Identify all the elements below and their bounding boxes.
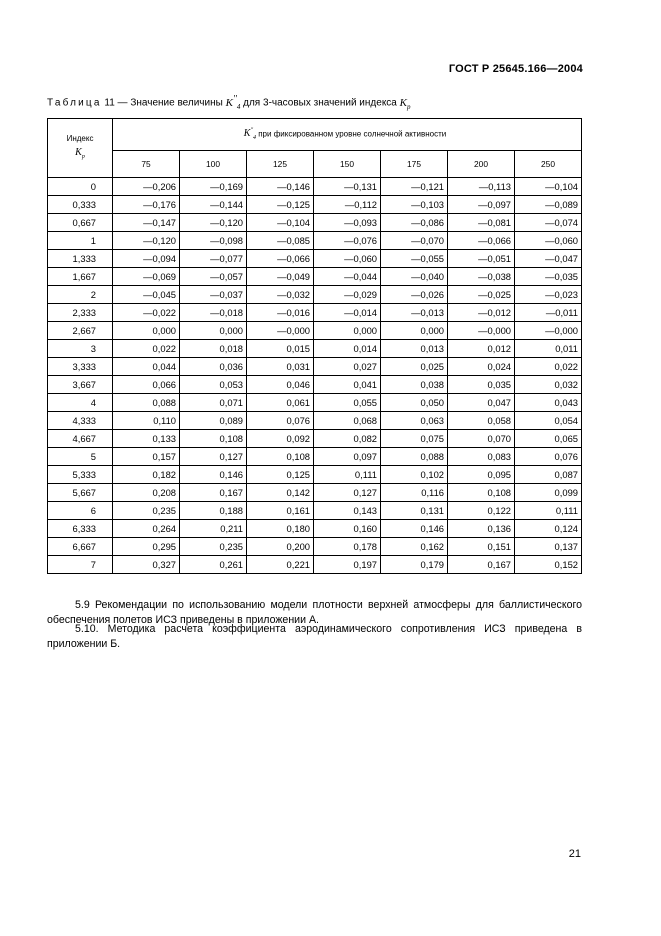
value-cell: 0,022 bbox=[515, 358, 582, 376]
value-cell: 0,146 bbox=[381, 520, 448, 538]
value-cell: 0,063 bbox=[381, 412, 448, 430]
value-cell: 0,014 bbox=[314, 340, 381, 358]
table-row bbox=[48, 268, 582, 286]
value-cell: 0,095 bbox=[448, 466, 515, 484]
value-cell: —0,093 bbox=[314, 214, 381, 232]
table-row bbox=[48, 484, 582, 502]
value-cell: —0,070 bbox=[381, 232, 448, 250]
paragraph-5-10: 5.10. Методика расчета коэффициента аэродинамического сопротивления ИСЗ приведена в приложении Б. bbox=[47, 623, 582, 650]
value-cell: 0,142 bbox=[247, 484, 314, 502]
row-index-cell: 1,667 bbox=[48, 268, 113, 286]
column-header-125: 125 bbox=[247, 150, 314, 177]
table-row bbox=[48, 466, 582, 484]
value-cell: —0,146 bbox=[247, 178, 314, 196]
value-cell: —0,044 bbox=[314, 268, 381, 286]
row-index-cell: 3,667 bbox=[48, 376, 113, 394]
paragraph-5-9: 5.9 Рекомендации по использованию модели плотности верхней атмосферы для баллистического обеспечения полетов ИСЗ приведены в приложении А. bbox=[47, 599, 582, 626]
value-cell: 0,178 bbox=[314, 538, 381, 556]
value-cell: 0,235 bbox=[180, 538, 247, 556]
value-cell: 0,024 bbox=[448, 358, 515, 376]
row-index-cell: 5,667 bbox=[48, 484, 113, 502]
row-index-cell: 0,333 bbox=[48, 196, 113, 214]
row-index-cell: 2,333 bbox=[48, 304, 113, 322]
value-cell: 0,162 bbox=[381, 538, 448, 556]
value-cell: 0,235 bbox=[113, 502, 180, 520]
table-row bbox=[48, 502, 582, 520]
value-cell: 0,108 bbox=[448, 484, 515, 502]
column-header-100: 100 bbox=[180, 150, 247, 177]
value-cell: 0,110 bbox=[113, 412, 180, 430]
table-row bbox=[48, 358, 582, 376]
value-cell: —0,023 bbox=[515, 286, 582, 304]
value-cell: —0,055 bbox=[381, 250, 448, 268]
value-cell: 0,071 bbox=[180, 394, 247, 412]
table-row bbox=[48, 448, 582, 466]
table-row bbox=[48, 556, 582, 574]
value-cell: 0,111 bbox=[314, 466, 381, 484]
value-cell: —0,074 bbox=[515, 214, 582, 232]
value-cell: 0,108 bbox=[180, 430, 247, 448]
value-cell: —0,060 bbox=[515, 232, 582, 250]
value-cell: —0,076 bbox=[314, 232, 381, 250]
row-index-cell: 7 bbox=[48, 556, 113, 574]
table-row bbox=[48, 250, 582, 268]
value-cell: 0,088 bbox=[113, 394, 180, 412]
value-cell: 0,083 bbox=[448, 448, 515, 466]
value-cell: —0,057 bbox=[180, 268, 247, 286]
caption-text-a: 11 — Значение величины bbox=[101, 97, 226, 109]
value-cell: 0,066 bbox=[113, 376, 180, 394]
value-cell: —0,176 bbox=[113, 196, 180, 214]
k4-values-table bbox=[47, 118, 582, 574]
row-index-cell: 0,667 bbox=[48, 214, 113, 232]
value-cell: 0,082 bbox=[314, 430, 381, 448]
value-cell: —0,104 bbox=[515, 178, 582, 196]
value-cell: —0,066 bbox=[247, 250, 314, 268]
value-cell: 0,161 bbox=[247, 502, 314, 520]
value-cell: 0,054 bbox=[515, 412, 582, 430]
caption-kp-symbol: $K_p$ bbox=[399, 96, 411, 111]
table-row bbox=[48, 304, 582, 322]
row-index-cell: 5 bbox=[48, 448, 113, 466]
value-cell: 0,127 bbox=[314, 484, 381, 502]
column-header-250: 250 bbox=[515, 150, 582, 177]
value-cell: —0,047 bbox=[515, 250, 582, 268]
value-cell: 0,011 bbox=[515, 340, 582, 358]
value-cell: 0,152 bbox=[515, 556, 582, 574]
value-cell: —0,144 bbox=[180, 196, 247, 214]
row-index-cell: 6 bbox=[48, 502, 113, 520]
value-cell: —0,094 bbox=[113, 250, 180, 268]
value-cell: 0,124 bbox=[515, 520, 582, 538]
value-cell: 0,167 bbox=[448, 556, 515, 574]
value-cell: 0,157 bbox=[113, 448, 180, 466]
index-column-header: Индекс $K_p$ bbox=[48, 119, 113, 178]
value-cell: 0,018 bbox=[180, 340, 247, 358]
value-cell: —0,018 bbox=[180, 304, 247, 322]
value-cell: 0,027 bbox=[314, 358, 381, 376]
value-cell: 0,200 bbox=[247, 538, 314, 556]
value-cell: 0,055 bbox=[314, 394, 381, 412]
value-cell: —0,206 bbox=[113, 178, 180, 196]
value-cell: 0,295 bbox=[113, 538, 180, 556]
value-cell: 0,075 bbox=[381, 430, 448, 448]
caption-prefix: Таблица bbox=[47, 97, 102, 109]
value-cell: —0,012 bbox=[448, 304, 515, 322]
value-cell: 0,116 bbox=[381, 484, 448, 502]
value-cell: 0,182 bbox=[113, 466, 180, 484]
value-cell: 0,046 bbox=[247, 376, 314, 394]
caption-k-symbol: $K''_4$ bbox=[225, 93, 241, 111]
value-cell: —0,097 bbox=[448, 196, 515, 214]
value-cell: 0,035 bbox=[448, 376, 515, 394]
value-cell: 0,053 bbox=[180, 376, 247, 394]
value-cell: 0,327 bbox=[113, 556, 180, 574]
value-cell: 0,167 bbox=[180, 484, 247, 502]
value-cell: 0,102 bbox=[381, 466, 448, 484]
value-cell: 0,044 bbox=[113, 358, 180, 376]
value-cell: —0,013 bbox=[381, 304, 448, 322]
table-caption bbox=[47, 93, 411, 111]
table-row bbox=[48, 196, 582, 214]
value-cell: —0,000 bbox=[515, 322, 582, 340]
value-cell: 0,041 bbox=[314, 376, 381, 394]
value-cell: 0,076 bbox=[247, 412, 314, 430]
value-cell: 0,211 bbox=[180, 520, 247, 538]
value-cell: —0,147 bbox=[113, 214, 180, 232]
value-cell: 0,038 bbox=[381, 376, 448, 394]
value-cell: 0,160 bbox=[314, 520, 381, 538]
value-cell: 0,087 bbox=[515, 466, 582, 484]
value-cell: —0,113 bbox=[448, 178, 515, 196]
value-cell: 0,032 bbox=[515, 376, 582, 394]
column-header-175: 175 bbox=[381, 150, 448, 177]
table-row bbox=[48, 430, 582, 448]
value-cell: 0,099 bbox=[515, 484, 582, 502]
value-cell: 0,092 bbox=[247, 430, 314, 448]
value-cell: —0,120 bbox=[180, 214, 247, 232]
value-cell: 0,031 bbox=[247, 358, 314, 376]
table-row bbox=[48, 394, 582, 412]
row-index-cell: 4 bbox=[48, 394, 113, 412]
value-cell: 0,088 bbox=[381, 448, 448, 466]
value-cell: —0,038 bbox=[448, 268, 515, 286]
value-cell: 0,061 bbox=[247, 394, 314, 412]
value-cell: 0,015 bbox=[247, 340, 314, 358]
row-index-cell: 4,667 bbox=[48, 430, 113, 448]
value-cell: 0,208 bbox=[113, 484, 180, 502]
value-cell: 0,050 bbox=[381, 394, 448, 412]
value-cell: —0,011 bbox=[515, 304, 582, 322]
row-index-cell: 6,333 bbox=[48, 520, 113, 538]
value-cell: 0,122 bbox=[448, 502, 515, 520]
value-cell: 0,137 bbox=[515, 538, 582, 556]
value-cell: —0,131 bbox=[314, 178, 381, 196]
page-number: 21 bbox=[568, 848, 581, 860]
column-header-75: 75 bbox=[113, 150, 180, 177]
value-cell: —0,169 bbox=[180, 178, 247, 196]
table-row bbox=[48, 340, 582, 358]
value-cell: 0,000 bbox=[314, 322, 381, 340]
value-cell: —0,000 bbox=[247, 322, 314, 340]
column-header-150: 150 bbox=[314, 150, 381, 177]
value-cell: —0,016 bbox=[247, 304, 314, 322]
value-cell: —0,022 bbox=[113, 304, 180, 322]
value-cell: —0,026 bbox=[381, 286, 448, 304]
value-cell: —0,125 bbox=[247, 196, 314, 214]
value-cell: 0,070 bbox=[448, 430, 515, 448]
table-row bbox=[48, 178, 582, 196]
row-index-cell: 3 bbox=[48, 340, 113, 358]
value-cell: —0,089 bbox=[515, 196, 582, 214]
value-cell: 0,179 bbox=[381, 556, 448, 574]
document-code: ГОСТ Р 25645.166—2004 bbox=[448, 63, 583, 75]
value-cell: 0,000 bbox=[381, 322, 448, 340]
value-cell: 0,089 bbox=[180, 412, 247, 430]
column-header-200: 200 bbox=[448, 150, 515, 177]
value-cell: 0,036 bbox=[180, 358, 247, 376]
value-cell: —0,069 bbox=[113, 268, 180, 286]
value-cell: —0,081 bbox=[448, 214, 515, 232]
value-cell: —0,085 bbox=[247, 232, 314, 250]
value-cell: 0,108 bbox=[247, 448, 314, 466]
value-cell: 0,025 bbox=[381, 358, 448, 376]
value-cell: 0,180 bbox=[247, 520, 314, 538]
caption-text-b: для 3-часовых значений индекса bbox=[240, 97, 400, 109]
row-index-cell: 2,667 bbox=[48, 322, 113, 340]
row-index-cell: 1,333 bbox=[48, 250, 113, 268]
row-index-cell: 5,333 bbox=[48, 466, 113, 484]
value-cell: 0,111 bbox=[515, 502, 582, 520]
table-row bbox=[48, 412, 582, 430]
value-cell: —0,035 bbox=[515, 268, 582, 286]
value-cell: 0,197 bbox=[314, 556, 381, 574]
value-cell: 0,221 bbox=[247, 556, 314, 574]
value-cell: 0,133 bbox=[113, 430, 180, 448]
value-cell: 0,058 bbox=[448, 412, 515, 430]
value-cell: —0,086 bbox=[381, 214, 448, 232]
value-cell: —0,045 bbox=[113, 286, 180, 304]
value-cell: —0,037 bbox=[180, 286, 247, 304]
value-cell: 0,012 bbox=[448, 340, 515, 358]
value-cell: —0,077 bbox=[180, 250, 247, 268]
value-cell: —0,060 bbox=[314, 250, 381, 268]
row-index-cell: 2 bbox=[48, 286, 113, 304]
table-row bbox=[48, 232, 582, 250]
value-cell: —0,032 bbox=[247, 286, 314, 304]
solar-activity-group-header: $K''_4$ при фиксированном уровне солнечной активности bbox=[113, 119, 582, 151]
value-cell: —0,029 bbox=[314, 286, 381, 304]
table-row bbox=[48, 538, 582, 556]
value-cell: —0,051 bbox=[448, 250, 515, 268]
value-cell: —0,040 bbox=[381, 268, 448, 286]
value-cell: 0,043 bbox=[515, 394, 582, 412]
value-cell: —0,121 bbox=[381, 178, 448, 196]
value-cell: —0,103 bbox=[381, 196, 448, 214]
table-row bbox=[48, 376, 582, 394]
table-row bbox=[48, 214, 582, 232]
value-cell: 0,068 bbox=[314, 412, 381, 430]
value-cell: 0,264 bbox=[113, 520, 180, 538]
value-cell: —0,049 bbox=[247, 268, 314, 286]
value-cell: 0,125 bbox=[247, 466, 314, 484]
value-cell: 0,261 bbox=[180, 556, 247, 574]
value-cell: 0,097 bbox=[314, 448, 381, 466]
value-cell: 0,131 bbox=[381, 502, 448, 520]
table-row bbox=[48, 322, 582, 340]
row-index-cell: 3,333 bbox=[48, 358, 113, 376]
value-cell: 0,151 bbox=[448, 538, 515, 556]
value-cell: 0,136 bbox=[448, 520, 515, 538]
value-cell: 0,076 bbox=[515, 448, 582, 466]
value-cell: —0,066 bbox=[448, 232, 515, 250]
value-cell: —0,014 bbox=[314, 304, 381, 322]
value-cell: —0,104 bbox=[247, 214, 314, 232]
value-cell: —0,025 bbox=[448, 286, 515, 304]
row-index-cell: 6,667 bbox=[48, 538, 113, 556]
value-cell: 0,143 bbox=[314, 502, 381, 520]
table-row bbox=[48, 286, 582, 304]
value-cell: 0,146 bbox=[180, 466, 247, 484]
table-row bbox=[48, 520, 582, 538]
value-cell: 0,013 bbox=[381, 340, 448, 358]
value-cell: 0,000 bbox=[180, 322, 247, 340]
value-cell: 0,047 bbox=[448, 394, 515, 412]
value-cell: 0,127 bbox=[180, 448, 247, 466]
value-cell: —0,098 bbox=[180, 232, 247, 250]
value-cell: 0,022 bbox=[113, 340, 180, 358]
row-index-cell: 1 bbox=[48, 232, 113, 250]
value-cell: —0,120 bbox=[113, 232, 180, 250]
value-cell: 0,188 bbox=[180, 502, 247, 520]
row-index-cell: 4,333 bbox=[48, 412, 113, 430]
value-cell: —0,112 bbox=[314, 196, 381, 214]
value-cell: 0,000 bbox=[113, 322, 180, 340]
value-cell: 0,065 bbox=[515, 430, 582, 448]
value-cell: —0,000 bbox=[448, 322, 515, 340]
row-index-cell: 0 bbox=[48, 178, 113, 196]
